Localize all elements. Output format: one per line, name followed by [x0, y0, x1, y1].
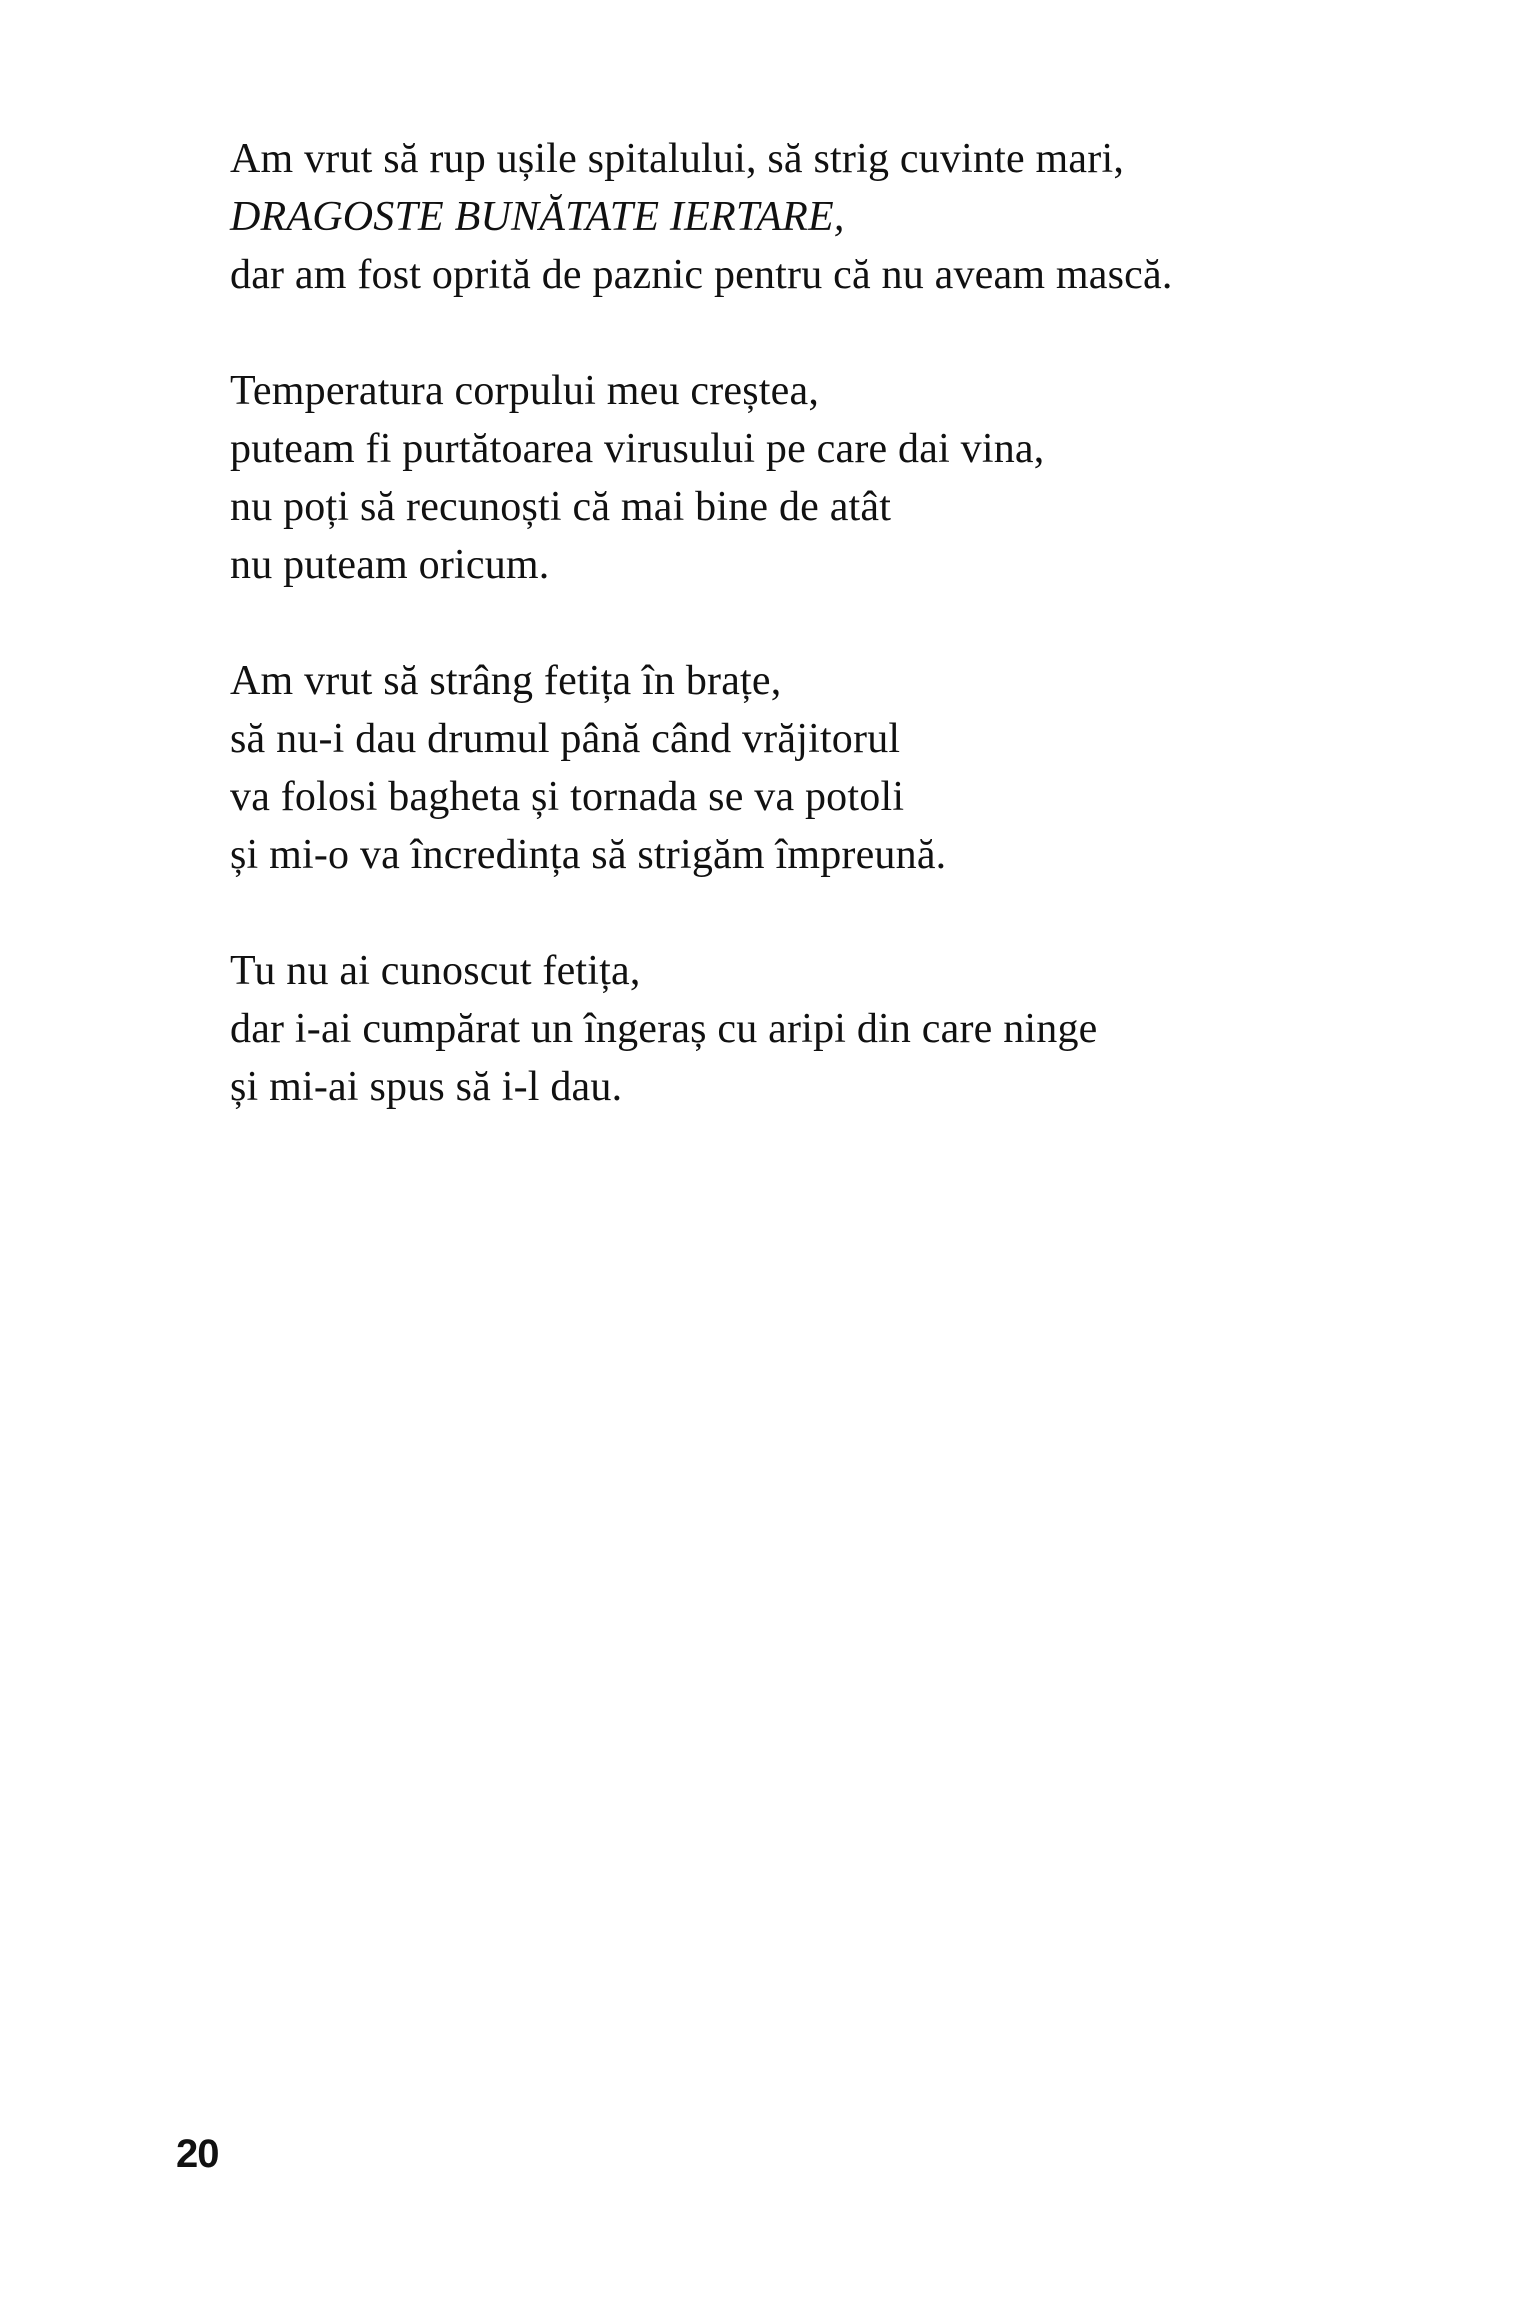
poem-line: și mi-o va încredința să strigăm împreună.: [230, 832, 947, 878]
poem-line: Am vrut să strâng fetița în brațe,: [230, 658, 782, 704]
poem-line: Tu nu ai cunoscut fetița,: [230, 948, 641, 994]
poem-line: Am vrut să rup ușile spitalului, să strig cuvinte mari,: [230, 136, 1125, 182]
poem-line: nu puteam oricum.: [230, 542, 550, 588]
poem-line: și mi-ai spus să i-l dau.: [230, 1064, 623, 1110]
poem-line: DRAGOSTE BUNĂTATE IERTARE,: [230, 194, 845, 240]
poem-line: Temperatura corpului meu creștea,: [230, 368, 820, 414]
page-number: 20: [176, 2132, 219, 2176]
poem-line: va folosi bagheta și tornada se va potoli: [230, 774, 905, 820]
poem-line: să nu-i dau drumul până când vrăjitorul: [230, 716, 901, 762]
stanza: [230, 130, 1445, 304]
stanza: [230, 652, 1445, 884]
poem-line: dar am fost oprită de paznic pentru că nu aveam mască.: [230, 252, 1173, 298]
poem-line: dar i-ai cumpărat un îngeraș cu aripi din care ninge: [230, 1006, 1098, 1052]
poem-text: [230, 130, 1445, 1174]
stanza: [230, 362, 1445, 594]
stanza: [230, 942, 1445, 1116]
poem-line: nu poți să recunoști că mai bine de atât: [230, 484, 892, 530]
poem-line: puteam fi purtătoarea virusului pe care dai vina,: [230, 426, 1045, 472]
